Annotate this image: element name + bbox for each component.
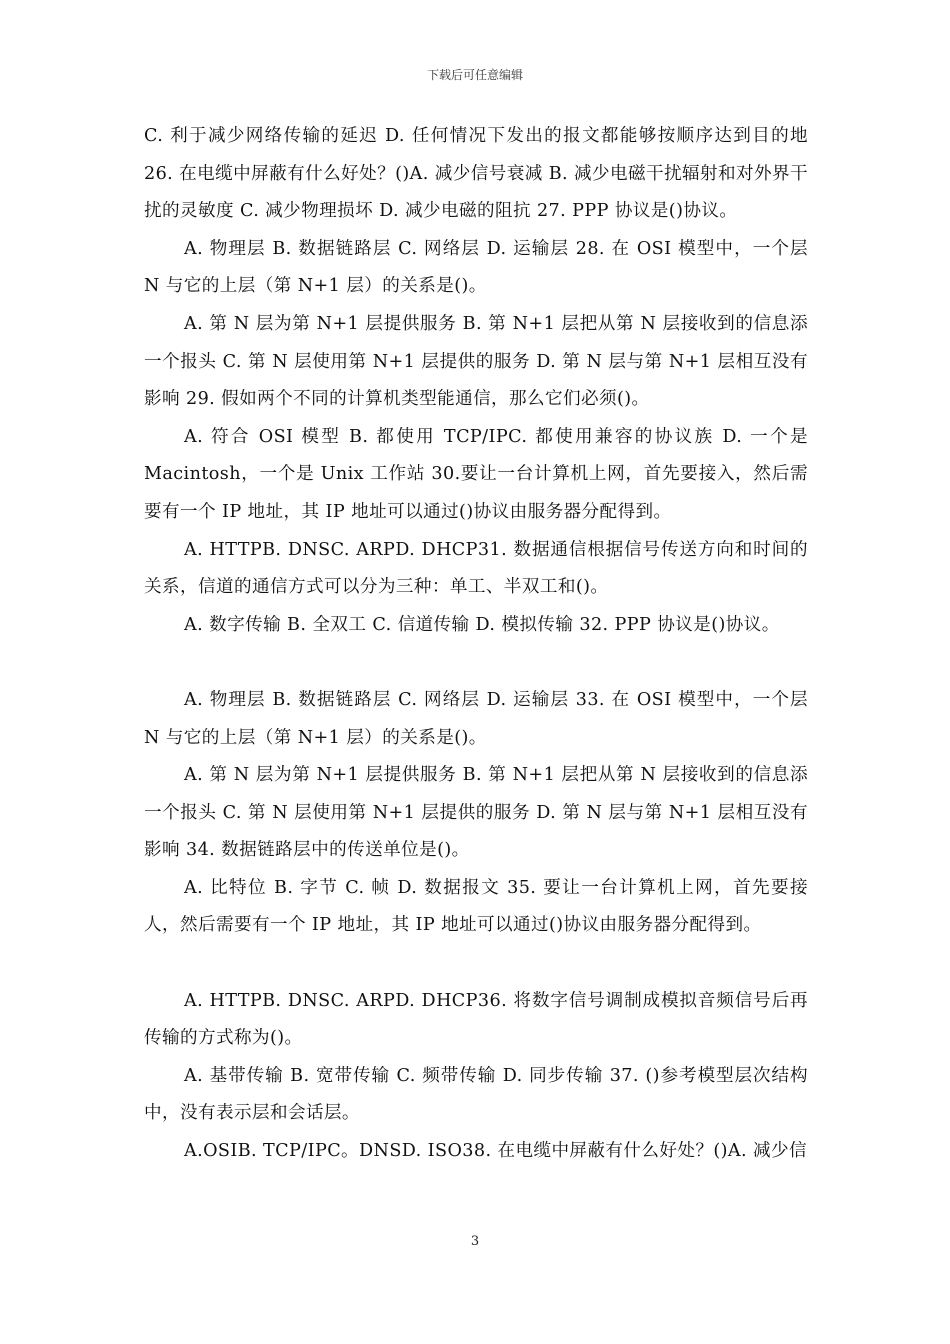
- paragraph: A.OSIB. TCP/IPC。DNSD. ISO38. 在电缆中屏蔽有什么好处？()A. 减少信: [184, 1141, 807, 1162]
- paragraph-gap: [144, 644, 808, 682]
- paragraph: A. 物理层 B. 数据链路层 C. 网络层 D. 运输层 28. 在 OSI 模型中，一个层 N 与它的上层（第 N+1 层）的关系是()。: [144, 238, 808, 297]
- paragraph: A. HTTPB. DNSC. ARPD. DHCP31. 数据通信根据信号传送方向和时间的关系，信道的通信方式可以分为三种：单工、半双工和()。: [144, 539, 808, 598]
- paragraph: C. 利于减少网络传输的延迟 D. 任何情况下发出的报文都能够按顺序达到目的地 26. 在电缆中屏蔽有什么好处？()A. 减少信号衰减 B. 减少电磁干扰辐射和对外界干扰的灵敏度 C. 减少物理损坏 D. 减少电磁的阻抗 27. PPP 协议是()协议。: [144, 126, 808, 222]
- paragraph: A. 第 N 层为第 N+1 层提供服务 B. 第 N+1 层把从第 N 层接收到的信息添一个报头 C. 第 N 层使用第 N+1 层提供的服务 D. 第 N 层与第 N+1 层相互没有影响 34. 数据链路层中的传送单位是()。: [144, 765, 808, 861]
- page-header: 下载后可任意编辑: [426, 68, 523, 82]
- paragraph: A. 符合 OSI 模型 B. 都使用 TCP/IPC. 都使用兼容的协议族 D. 一个是 Macintosh，一个是 Unix 工作站 30.要让一台计算机上网，首先要接入，然后需要有一个 IP 地址，其 IP 地址可以通过()协议由服务器分配得到。: [144, 426, 808, 522]
- paragraph: A. 比特位 B. 字节 C. 帧 D. 数据报文 35. 要让一台计算机上网，首先要接人，然后需要有一个 IP 地址，其 IP 地址可以通过()协议由服务器分配得到。: [144, 877, 808, 936]
- document-body: [144, 118, 808, 1171]
- paragraph: A. 基带传输 B. 宽带传输 C. 频带传输 D. 同步传输 37. ()参考模型层次结构中，没有表示层和会话层。: [144, 1065, 808, 1124]
- paragraph: A. 数字传输 B. 全双工 C. 信道传输 D. 模拟传输 32. PPP 协议是()协议。: [184, 614, 780, 635]
- paragraph: A. HTTPB. DNSC. ARPD. DHCP36. 将数字信号调制成模拟音频信号后再传输的方式称为()。: [144, 990, 808, 1049]
- paragraph: A. 第 N 层为第 N+1 层提供服务 B. 第 N+1 层把从第 N 层接收到的信息添一个报头 C. 第 N 层使用第 N+1 层提供的服务 D. 第 N 层与第 N+1 层相互没有影响 29. 假如两个不同的计算机类型能通信，那么它们必须()。: [144, 313, 808, 410]
- paragraph-gap: [144, 945, 808, 983]
- paragraph: A. 物理层 B. 数据链路层 C. 网络层 D. 运输层 33. 在 OSI 模型中，一个层 N 与它的上层（第 N+1 层）的关系是()。: [144, 689, 808, 748]
- page-number: 3: [470, 1234, 480, 1249]
